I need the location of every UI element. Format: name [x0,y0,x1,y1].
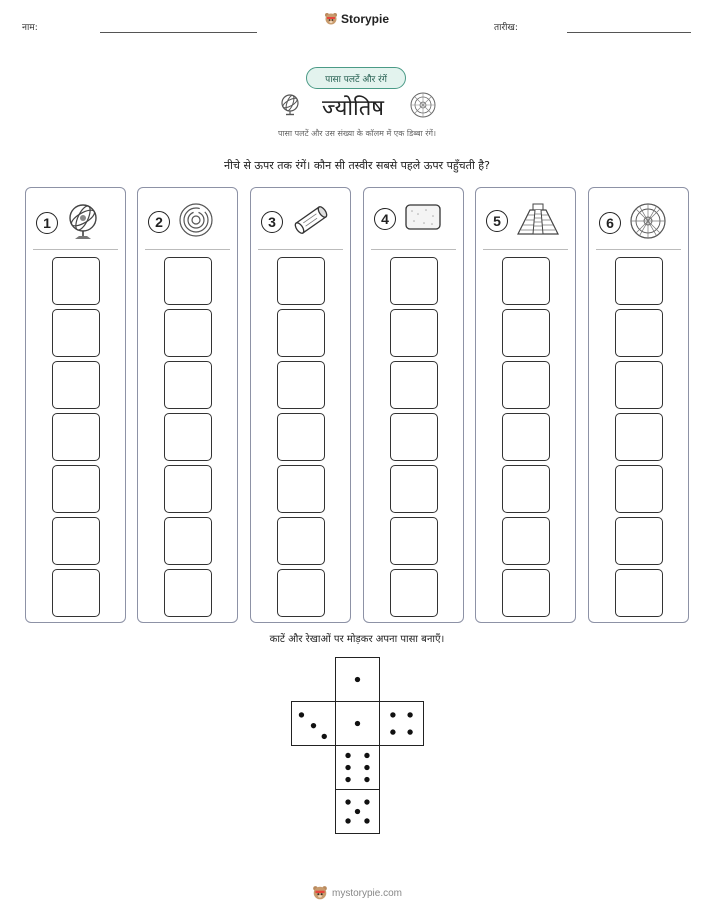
column-number: 4 [374,208,396,230]
column-header [599,202,667,244]
column-header [261,202,331,242]
column-number: 2 [148,211,170,233]
die-face-5 [335,789,380,834]
column-divider [145,249,230,250]
color-box[interactable] [277,413,325,461]
footer-url: mystorypie.com [331,887,402,899]
column-divider [33,249,118,250]
color-box[interactable] [390,257,438,305]
color-box[interactable] [277,465,325,513]
color-box[interactable] [615,413,663,461]
column-number: 1 [36,212,58,234]
color-box[interactable] [502,569,550,617]
armillary-sphere-icon [278,92,302,116]
color-box[interactable] [164,465,212,513]
color-box[interactable] [615,361,663,409]
column-number: 3 [261,211,283,233]
zodiac-wheel-icon [629,202,667,244]
color-box[interactable] [390,309,438,357]
name-line[interactable] [100,32,257,33]
die-face-4 [379,701,424,746]
color-box[interactable] [502,517,550,565]
footer [0,885,714,901]
color-box[interactable] [502,413,550,461]
column-header [374,202,442,236]
color-box[interactable] [52,361,100,409]
cut-instruction: काटें और रेखाओं पर मोड़कर अपना पासा बनाएँ। [269,634,445,645]
color-box[interactable] [164,309,212,357]
color-box[interactable] [502,465,550,513]
die-face-1 [335,701,380,746]
color-box[interactable] [390,517,438,565]
clay-tablet-icon [404,202,442,236]
column-6 [588,187,689,623]
name-label: नाम: [22,23,38,33]
color-box[interactable] [277,309,325,357]
color-box[interactable] [52,413,100,461]
brand-name: Storypie [341,12,390,26]
color-box[interactable] [277,569,325,617]
color-box[interactable] [390,465,438,513]
column-divider [483,249,568,250]
color-box[interactable] [52,309,100,357]
color-box[interactable] [52,465,100,513]
color-box[interactable] [52,569,100,617]
color-box[interactable] [390,413,438,461]
color-box[interactable] [390,569,438,617]
color-box[interactable] [615,569,663,617]
column-number: 6 [599,212,621,234]
color-box[interactable] [502,309,550,357]
activity-badge: पासा पलटें और रंगें [306,67,406,89]
page-title: ज्योतिष [322,96,384,121]
die-face-1 [335,657,380,702]
column-2 [137,187,238,623]
color-box[interactable] [164,361,212,409]
column-4 [363,187,464,623]
date-label: तारीख: [494,23,518,33]
column-5 [475,187,576,623]
color-box[interactable] [164,517,212,565]
subtitle: पासा पलटें और उस संख्या के कॉलम में एक डिब्बा रंगें। [277,129,437,138]
color-box[interactable] [277,517,325,565]
column-divider [258,249,343,250]
color-box[interactable] [52,257,100,305]
date-line[interactable] [567,32,691,33]
column-header [36,202,100,244]
brand-logo [324,12,389,26]
column-1 [25,187,126,623]
column-divider [371,249,456,250]
color-box[interactable] [164,569,212,617]
color-box[interactable] [502,257,550,305]
color-box[interactable] [615,465,663,513]
instruction: नीचे से ऊपर तक रंगें। कौन सी तस्वीर सबसे पहले ऊपर पहुँचती है? [224,159,490,172]
die-face-6 [335,745,380,790]
color-box[interactable] [502,361,550,409]
color-box[interactable] [615,517,663,565]
color-box[interactable] [52,517,100,565]
color-box[interactable] [390,361,438,409]
color-box[interactable] [164,257,212,305]
column-divider [596,249,681,250]
scroll-icon [291,202,331,242]
circular-maze-icon [178,202,214,242]
bear-mascot-icon [312,885,328,901]
column-header [486,202,560,240]
column-header [148,202,214,242]
die-face-3 [291,701,336,746]
color-box[interactable] [164,413,212,461]
zodiac-wheel-icon [410,92,436,118]
color-box[interactable] [277,257,325,305]
column-3 [250,187,351,623]
column-number: 5 [486,210,508,232]
color-box[interactable] [615,309,663,357]
armillary-sphere-icon [66,202,100,244]
bear-mascot-icon [324,12,338,26]
pyramid-icon [516,202,560,240]
color-box[interactable] [277,361,325,409]
color-box[interactable] [615,257,663,305]
